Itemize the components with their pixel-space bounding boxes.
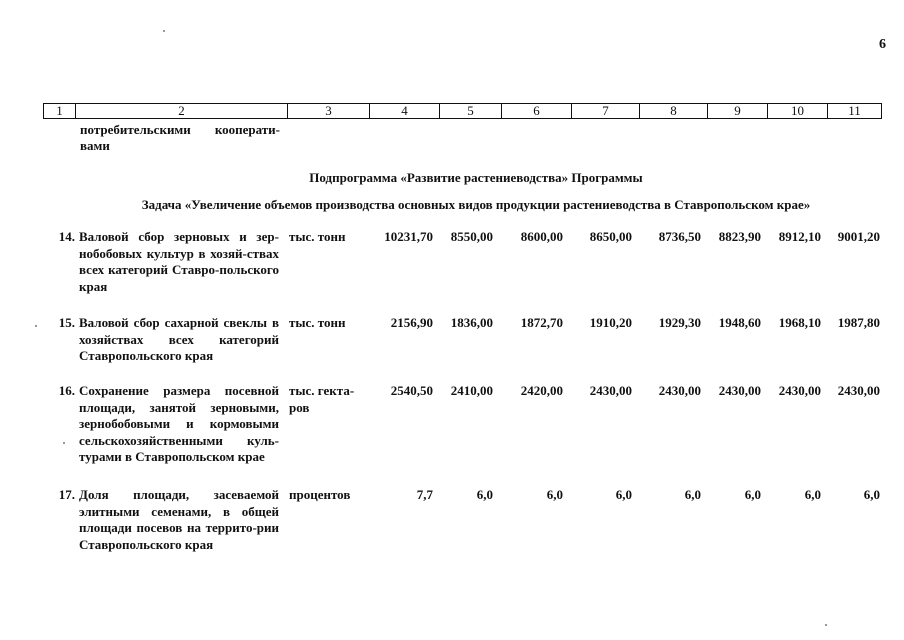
- value-cell: 1968,10: [778, 315, 821, 330]
- value-cell: 2420,00: [520, 383, 563, 398]
- value-cell: 6,0: [476, 487, 493, 502]
- unit-of-measure: процентов: [289, 487, 351, 502]
- task-title: Задача «Увеличение объемов производства основных видов продукции растениеводства в Ставропольском крае»: [141, 197, 811, 212]
- value-cell: 2540,50: [390, 383, 433, 398]
- scan-speck: [825, 624, 827, 626]
- column-number: 9: [708, 104, 768, 119]
- value-cell: 6,0: [863, 487, 880, 502]
- column-number: 11: [828, 104, 882, 119]
- row-number: 17.: [58, 487, 75, 502]
- value-cell: 1987,80: [837, 315, 880, 330]
- column-number: 2: [76, 104, 288, 119]
- value-cell: 1910,20: [589, 315, 632, 330]
- value-cell: 2430,00: [837, 383, 880, 398]
- value-cell: 8912,10: [778, 229, 821, 244]
- value-cell: 7,7: [416, 487, 433, 502]
- value-cell: 2430,00: [778, 383, 821, 398]
- unit-of-measure: тыс. тонн: [289, 229, 346, 244]
- column-number: 4: [370, 104, 440, 119]
- subprogram-title: Подпрограмма «Развитие растениеводства» Программы: [309, 170, 643, 185]
- row-number: 16.: [58, 383, 75, 398]
- row-number: 14.: [58, 229, 75, 244]
- column-number: 5: [440, 104, 502, 119]
- column-number: 10: [768, 104, 828, 119]
- value-cell: 8823,90: [718, 229, 761, 244]
- unit-of-measure: тыс. гекта-ров: [289, 383, 355, 415]
- scan-speck: [35, 325, 37, 327]
- value-cell: 1948,60: [718, 315, 761, 330]
- value-cell: 2430,00: [658, 383, 701, 398]
- indicator-name: Доля площади, засеваемой элитными семенами, в общей площади посевов на террито-рии Ставропольского края: [79, 487, 279, 552]
- value-cell: 10231,70: [384, 229, 433, 244]
- value-cell: 6,0: [615, 487, 632, 502]
- scan-speck: [63, 442, 65, 444]
- value-cell: 1929,30: [658, 315, 701, 330]
- value-cell: 8600,00: [520, 229, 563, 244]
- value-cell: 6,0: [546, 487, 563, 502]
- value-cell: 1836,00: [450, 315, 493, 330]
- column-number: 6: [502, 104, 572, 119]
- page-number: 6: [879, 37, 886, 52]
- value-cell: 2430,00: [718, 383, 761, 398]
- column-number: 7: [572, 104, 640, 119]
- value-cell: 9001,20: [837, 229, 880, 244]
- indicator-name: Сохранение размера посевной площади, занятой зерновыми, зернобобовыми и кормовыми сельскохозяйственными куль-турами в Ставропольском крае: [79, 383, 279, 464]
- column-number: 8: [640, 104, 708, 119]
- value-cell: 2410,00: [450, 383, 493, 398]
- column-number-header: [43, 103, 882, 119]
- continued-row-text: потребительскими кооперати-вами: [80, 122, 280, 153]
- scan-speck: [163, 30, 165, 32]
- indicator-name: Валовой сбор зерновых и зер-нобобовых культур в хозяй-ствах всех категорий Ставро-польского края: [79, 229, 279, 294]
- value-cell: 8550,00: [450, 229, 493, 244]
- value-cell: 6,0: [684, 487, 701, 502]
- column-number: 1: [44, 104, 76, 119]
- unit-of-measure: тыс. тонн: [289, 315, 346, 330]
- value-cell: 8736,50: [658, 229, 701, 244]
- value-cell: 6,0: [804, 487, 821, 502]
- value-cell: 2430,00: [589, 383, 632, 398]
- indicator-name: Валовой сбор сахарной свеклы в хозяйствах всех категорий Ставропольского края: [79, 315, 279, 363]
- value-cell: 8650,00: [589, 229, 632, 244]
- value-cell: 1872,70: [520, 315, 563, 330]
- value-cell: 6,0: [744, 487, 761, 502]
- column-number: 3: [288, 104, 370, 119]
- row-number: 15.: [58, 315, 75, 330]
- value-cell: 2156,90: [390, 315, 433, 330]
